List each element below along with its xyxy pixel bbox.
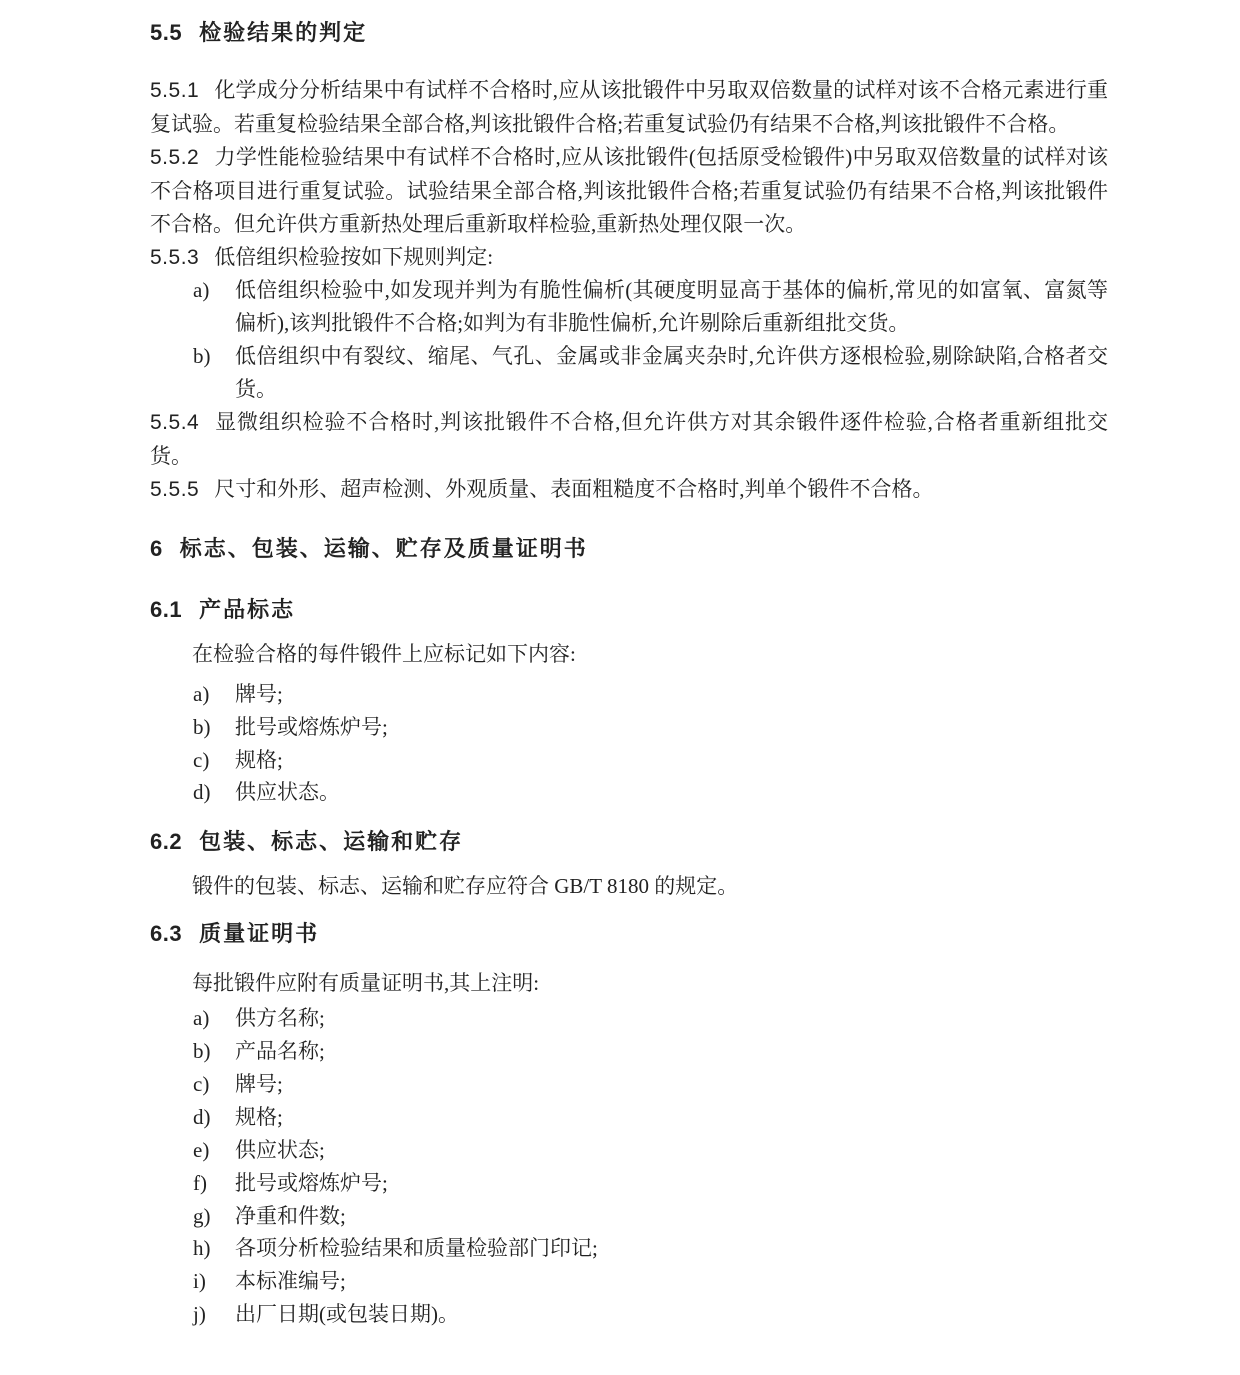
list-item-text: 净重和件数; — [235, 1203, 346, 1228]
clause-5-5-3-text: 低倍组织检验按如下规则判定: — [214, 244, 494, 269]
list-item-5-5-3-b — [150, 340, 1108, 406]
list-item-6-1-d — [150, 776, 1108, 809]
list-item-label: a) — [193, 278, 210, 303]
heading-5-5-number: 5.5 — [150, 20, 183, 45]
clause-5-5-4-number: 5.5.4 — [150, 411, 200, 435]
heading-6-1-title: 产品标志 — [199, 596, 296, 622]
clause-5-5-3-number: 5.5.3 — [150, 245, 200, 269]
list-item-label: f) — [193, 1170, 207, 1195]
clause-5-5-1 — [150, 74, 1108, 141]
list-item-label: b) — [193, 344, 211, 369]
section-6-1-list — [150, 678, 1108, 810]
list-item-text: 本标准编号; — [235, 1269, 346, 1294]
list-item-label: d) — [193, 1104, 211, 1129]
heading-6-title: 标志、包装、运输、贮存及质量证明书 — [179, 535, 588, 561]
heading-6-3-number: 6.3 — [150, 921, 183, 947]
list-item-text: 供方名称; — [235, 1006, 325, 1031]
list-item-text: 供应状态; — [235, 1137, 325, 1162]
heading-6-1 — [150, 595, 1108, 625]
list-item-label: c) — [193, 1071, 210, 1096]
list-item-6-3-d — [150, 1101, 1108, 1134]
heading-6-2-title: 包装、标志、运输和贮存 — [199, 829, 464, 855]
list-item-label: i) — [193, 1269, 206, 1294]
clause-group-5-5 — [150, 74, 1108, 507]
list-item-label: b) — [193, 1039, 211, 1064]
clause-5-5-2-number: 5.5.2 — [150, 145, 200, 169]
section-6-1-intro: 在检验合格的每件锻件上应标记如下内容: — [192, 641, 576, 666]
list-item-text: 供应状态。 — [235, 780, 340, 805]
list-item-text: 牌号; — [235, 681, 283, 706]
heading-6 — [150, 534, 1108, 564]
list-item-label: a) — [193, 1006, 210, 1031]
clause-5-5-1-text: 化学成分分析结果中有试样不合格时,应从该批锻件中另取双倍数量的试样对该不合格元素进行重复试验。若重复检验结果全部合格,判该批锻件合格;若重复试验仍有结果不合格,判该批锻件不合格。 — [150, 78, 1108, 136]
heading-6-2 — [150, 827, 1108, 857]
clause-5-5-2-text: 力学性能检验结果中有试样不合格时,应从该批锻件(包括原受检锻件)中另取双倍数量的试样对该不合格项目进行重复试验。试验结果全部合格,判该批锻件合格;若重复试验仍有结果不合格,判该批锻件不合格。但允许供方重新热处理后重新取样检验,重新热处理仅限一次。 — [150, 144, 1108, 236]
list-item-label: b) — [193, 714, 211, 739]
heading-6-1-number: 6.1 — [150, 596, 183, 622]
list-item-6-3-f — [150, 1167, 1108, 1200]
list-item-text: 产品名称; — [235, 1039, 325, 1064]
heading-6-3 — [150, 919, 1108, 949]
clause-5-5-2 — [150, 141, 1108, 241]
list-item-label: h) — [193, 1236, 211, 1261]
clause-5-5-5 — [150, 473, 1108, 507]
clause-5-5-4 — [150, 406, 1108, 473]
heading-6-number: 6 — [150, 535, 163, 561]
heading-6-3-title: 质量证明书 — [199, 921, 320, 947]
list-item-5-5-3-a — [150, 274, 1108, 340]
list-item-6-3-c — [150, 1068, 1108, 1101]
document-content — [150, 18, 1108, 1331]
clause-5-5-5-text: 尺寸和外形、超声检测、外观质量、表面粗糙度不合格时,判单个锻件不合格。 — [214, 476, 934, 501]
heading-6-2-number: 6.2 — [150, 829, 183, 855]
list-item-label: j) — [193, 1302, 206, 1327]
list-item-label: e) — [193, 1137, 210, 1162]
list-item-6-3-h — [150, 1232, 1108, 1265]
list-item-6-3-j — [150, 1298, 1108, 1331]
list-item-6-3-g — [150, 1200, 1108, 1233]
list-item-text: 各项分析检验结果和质量检验部门印记; — [235, 1236, 598, 1261]
clause-5-5-1-number: 5.5.1 — [150, 79, 200, 102]
clause-5-5-5-number: 5.5.5 — [150, 477, 200, 501]
list-item-6-3-b — [150, 1035, 1108, 1068]
list-item-text: 牌号; — [235, 1071, 283, 1096]
list-item-label: d) — [193, 780, 211, 805]
list-item-text: 批号或熔炼炉号; — [235, 1170, 388, 1195]
list-item-text: 低倍组织中有裂纹、缩尾、气孔、金属或非金属夹杂时,允许供方逐根检验,剔除缺陷,合格者交货。 — [235, 344, 1108, 402]
list-item-6-1-b — [150, 711, 1108, 744]
list-item-text: 批号或熔炼炉号; — [235, 714, 388, 739]
list-item-6-3-e — [150, 1134, 1108, 1167]
heading-5-5-title: 检验结果的判定 — [199, 20, 368, 45]
list-item-6-1-a — [150, 678, 1108, 711]
clause-5-5-3 — [150, 241, 1108, 275]
list-item-label: g) — [193, 1203, 211, 1228]
list-item-text: 规格; — [235, 1104, 283, 1129]
list-item-6-1-c — [150, 744, 1108, 777]
list-item-6-3-a — [150, 1002, 1108, 1035]
clause-5-5-4-text: 显微组织检验不合格时,判该批锻件不合格,但允许供方对其余锻件逐件检验,合格者重新组批交货。 — [150, 410, 1108, 468]
section-6-3-intro: 每批锻件应附有质量证明书,其上注明: — [192, 971, 540, 996]
section-6-3-list — [150, 1002, 1108, 1331]
list-item-text: 出厂日期(或包装日期)。 — [235, 1302, 459, 1327]
list-item-text: 低倍组织检验中,如发现并判为有脆性偏析(其硬度明显高于基体的偏析,常见的如富氧、富氮等偏析),该判批锻件不合格;如判为有非脆性偏析,允许剔除后重新组批交货。 — [235, 278, 1108, 336]
list-item-6-3-i — [150, 1265, 1108, 1298]
list-item-label: c) — [193, 747, 210, 772]
list-item-label: a) — [193, 681, 210, 706]
list-item-text: 规格; — [235, 747, 283, 772]
section-6-2-paragraph: 锻件的包装、标志、运输和贮存应符合 GB/T 8180 的规定。 — [192, 874, 739, 899]
heading-5-5 — [150, 18, 1108, 48]
